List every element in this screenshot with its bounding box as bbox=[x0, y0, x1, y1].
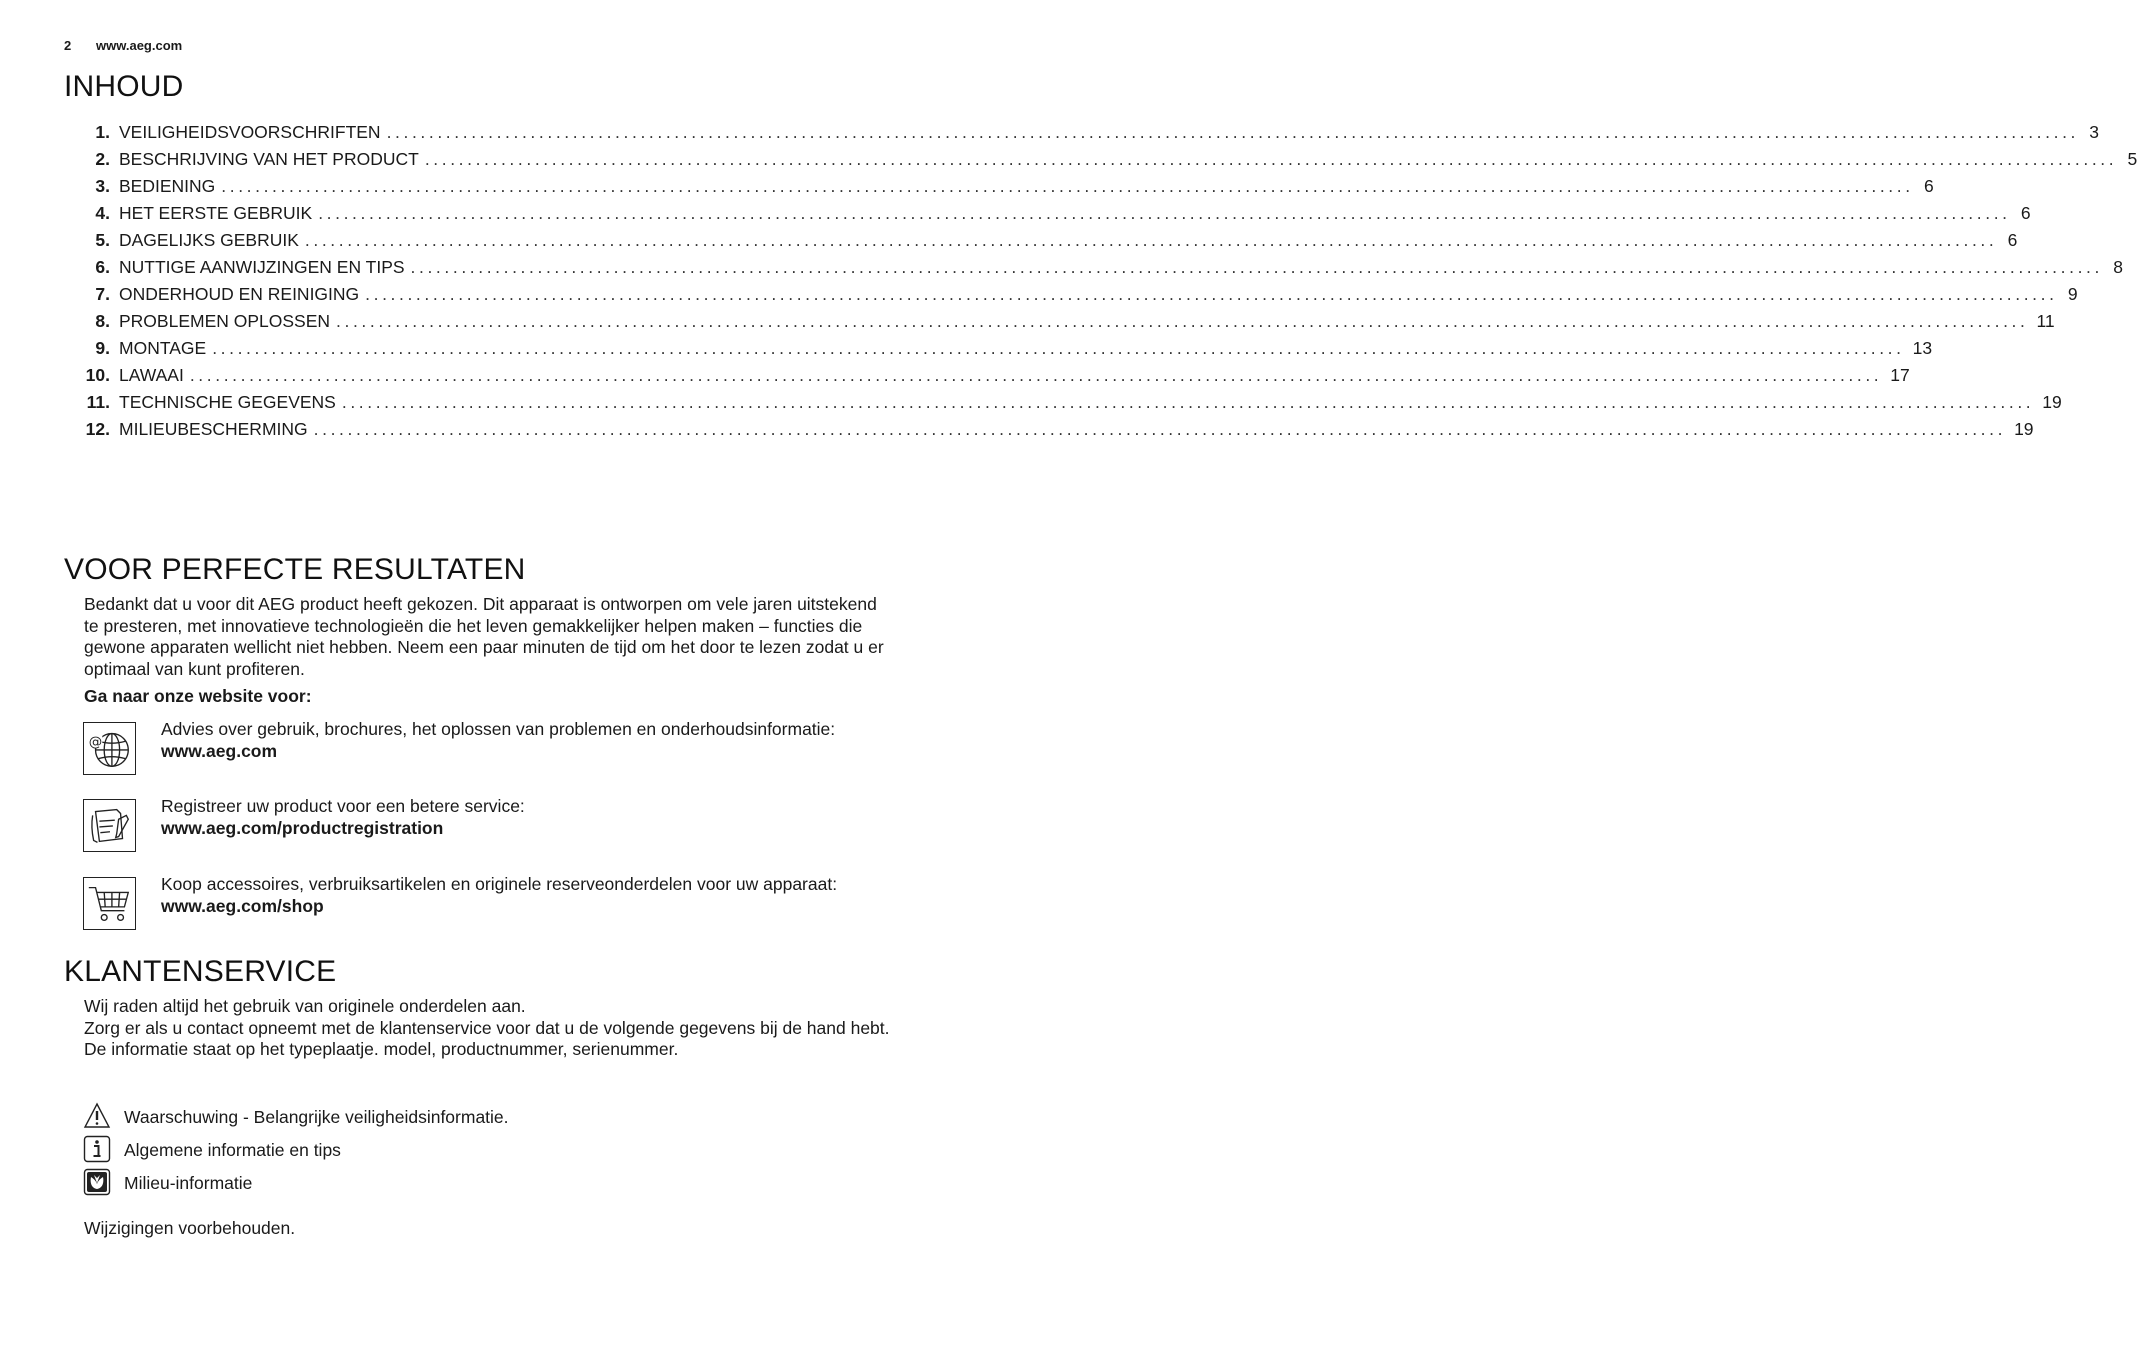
toc-entry-number: 2. bbox=[95, 149, 110, 169]
toc-entry[interactable] bbox=[76, 419, 2034, 446]
service-line: De informatie staat op het typeplaatje. model, productnummer, serienummer. bbox=[84, 1039, 679, 1059]
toc-entry[interactable] bbox=[76, 176, 1934, 203]
website-link[interactable]: www.aeg.com bbox=[161, 740, 278, 761]
website-item-text: Advies over gebruik, brochures, het oplossen van problemen en onderhoudsinformatie: bbox=[161, 719, 836, 739]
toc-title: INHOUD bbox=[64, 70, 184, 103]
toc-entry-title: HET EERSTE GEBRUIK bbox=[119, 203, 313, 223]
toc-leader-dots: ........................................................................................................................................................................................................ bbox=[341, 392, 2035, 412]
intro-paragraph: Bedankt dat u voor dit AEG product heeft gekozen. Dit apparaat is ontworpen om vele jaren uitstekend te presteren, met innovatieve technologieën die het leven gemakkelijker helpen maken – functies die gewone apparaten wellicht niet hebben. Neem een paar minuten de tijd om het door te lezen zodat u er optimaal van kunt profiteren. bbox=[84, 594, 884, 679]
globe-at-icon bbox=[83, 722, 136, 775]
toc-entry-title: PROBLEMEN OPLOSSEN bbox=[119, 311, 331, 331]
toc-entry-title: TECHNISCHE GEGEVENS bbox=[119, 392, 336, 412]
toc-entry-number: 1. bbox=[95, 122, 110, 142]
header-website: www.aeg.com bbox=[96, 38, 183, 53]
info-icon bbox=[83, 1135, 111, 1163]
toc-entry[interactable] bbox=[76, 149, 2137, 176]
website-item-text: Koop accessoires, verbruiksartikelen en originele reserveonderdelen voor uw apparaat: bbox=[161, 874, 838, 894]
toc-leader-dots: ........................................................................................................................................................................................................ bbox=[336, 311, 2029, 331]
toc-leader-dots: ........................................................................................................................................................................................................ bbox=[212, 338, 1905, 358]
toc-entry-page: 6 bbox=[2020, 203, 2031, 223]
toc-leader-dots: ........................................................................................................................................................................................................ bbox=[189, 365, 1883, 385]
toc-entry[interactable] bbox=[76, 338, 1933, 365]
toc-entry[interactable] bbox=[76, 203, 2031, 230]
service-line: Wij raden altijd het gebruik van originele onderdelen aan. bbox=[84, 996, 526, 1016]
toc-entry-number: 6. bbox=[95, 257, 110, 277]
website-heading: Ga naar onze website voor: bbox=[84, 686, 312, 706]
warning-triangle-icon bbox=[83, 1102, 111, 1130]
toc-entry[interactable] bbox=[76, 311, 2055, 338]
toc-entry-number: 8. bbox=[95, 311, 110, 331]
toc-entry-page: 19 bbox=[2014, 419, 2034, 439]
toc-entry[interactable] bbox=[76, 122, 2099, 149]
toc-entry-title: DAGELIJKS GEBRUIK bbox=[119, 230, 299, 250]
shopping-cart-icon bbox=[83, 877, 136, 930]
toc-entry-title: NUTTIGE AANWIJZINGEN EN TIPS bbox=[119, 257, 405, 277]
website-item-text: Registreer uw product voor een betere service: bbox=[161, 796, 525, 816]
toc-entry-page: 17 bbox=[1890, 365, 1910, 385]
toc-entry[interactable] bbox=[76, 365, 1910, 392]
service-line: Zorg er als u contact opneemt met de klantenservice voor dat u de volgende gegevens bij de hand hebt. bbox=[84, 1017, 890, 1038]
page-header bbox=[64, 38, 182, 53]
service-paragraph bbox=[84, 996, 894, 1061]
toc-leader-dots: ........................................................................................................................................................................................................ bbox=[221, 176, 1914, 196]
toc-entry-number: 3. bbox=[95, 176, 110, 196]
toc-entry-page: 19 bbox=[2042, 392, 2062, 412]
table-of-contents bbox=[76, 122, 2137, 446]
toc-leader-dots: ........................................................................................................................................................................................................ bbox=[318, 203, 2011, 223]
toc-entry-page: 6 bbox=[2007, 230, 2018, 250]
toc-entry-number: 4. bbox=[95, 203, 110, 223]
toc-leader-dots: ........................................................................................................................................................................................................ bbox=[365, 284, 2058, 304]
toc-entry-number: 11. bbox=[86, 392, 110, 412]
toc-entry[interactable] bbox=[76, 392, 2062, 419]
service-title: KLANTENSERVICE bbox=[64, 955, 337, 988]
toc-entry-page: 5 bbox=[2127, 149, 2137, 169]
toc-leader-dots: ........................................................................................................................................................................................................ bbox=[410, 257, 2103, 277]
toc-entry-page: 13 bbox=[1912, 338, 1933, 358]
results-title: VOOR PERFECTE RESULTATEN bbox=[64, 553, 526, 586]
toc-entry-title: BESCHRIJVING VAN HET PRODUCT bbox=[119, 149, 419, 169]
toc-leader-dots: ........................................................................................................................................................................................................ bbox=[313, 419, 2007, 439]
toc-entry-number: 10. bbox=[85, 365, 110, 385]
toc-entry-page: 3 bbox=[2089, 122, 2099, 142]
website-link[interactable]: www.aeg.com/shop bbox=[161, 895, 324, 916]
legend-label: Milieu-informatie bbox=[124, 1173, 253, 1193]
toc-entry-number: 7. bbox=[95, 284, 110, 304]
toc-leader-dots: ........................................................................................................................................................................................................ bbox=[386, 122, 2079, 142]
website-link[interactable]: www.aeg.com/productregistration bbox=[161, 817, 444, 838]
registration-form-icon bbox=[83, 799, 136, 852]
toc-entry-page: 8 bbox=[2113, 257, 2123, 277]
toc-entry-title: BEDIENING bbox=[119, 176, 216, 196]
toc-leader-dots: ........................................................................................................................................................................................................ bbox=[424, 149, 2118, 169]
toc-entry-title: ONDERHOUD EN REINIGING bbox=[119, 284, 360, 304]
page-number: 2 bbox=[64, 38, 72, 53]
environment-icon bbox=[83, 1168, 111, 1196]
toc-entry-page: 11 bbox=[2036, 311, 2055, 331]
toc-entry-page: 6 bbox=[1923, 176, 1934, 196]
svg-text:@: @ bbox=[88, 734, 103, 751]
legend-label: Waarschuwing - Belangrijke veiligheidsinformatie. bbox=[124, 1107, 509, 1127]
toc-entry[interactable] bbox=[76, 284, 2078, 311]
toc-entry-title: VEILIGHEIDSVOORSCHRIFTEN bbox=[119, 122, 381, 142]
toc-entry-number: 5. bbox=[95, 230, 110, 250]
toc-entry-number: 12. bbox=[85, 419, 110, 439]
legend-label: Algemene informatie en tips bbox=[124, 1140, 341, 1160]
toc-entry-number: 9. bbox=[95, 338, 110, 358]
toc-entry-page: 9 bbox=[2067, 284, 2078, 304]
toc-entry-title: LAWAAI bbox=[119, 365, 184, 385]
toc-entry[interactable] bbox=[76, 257, 2123, 284]
toc-entry-title: MONTAGE bbox=[119, 338, 207, 358]
toc-entry-title: MILIEUBESCHERMING bbox=[119, 419, 308, 439]
toc-entry[interactable] bbox=[76, 230, 2018, 257]
toc-leader-dots: ........................................................................................................................................................................................................ bbox=[304, 230, 1998, 250]
changes-notice: Wijzigingen voorbehouden. bbox=[84, 1218, 296, 1238]
